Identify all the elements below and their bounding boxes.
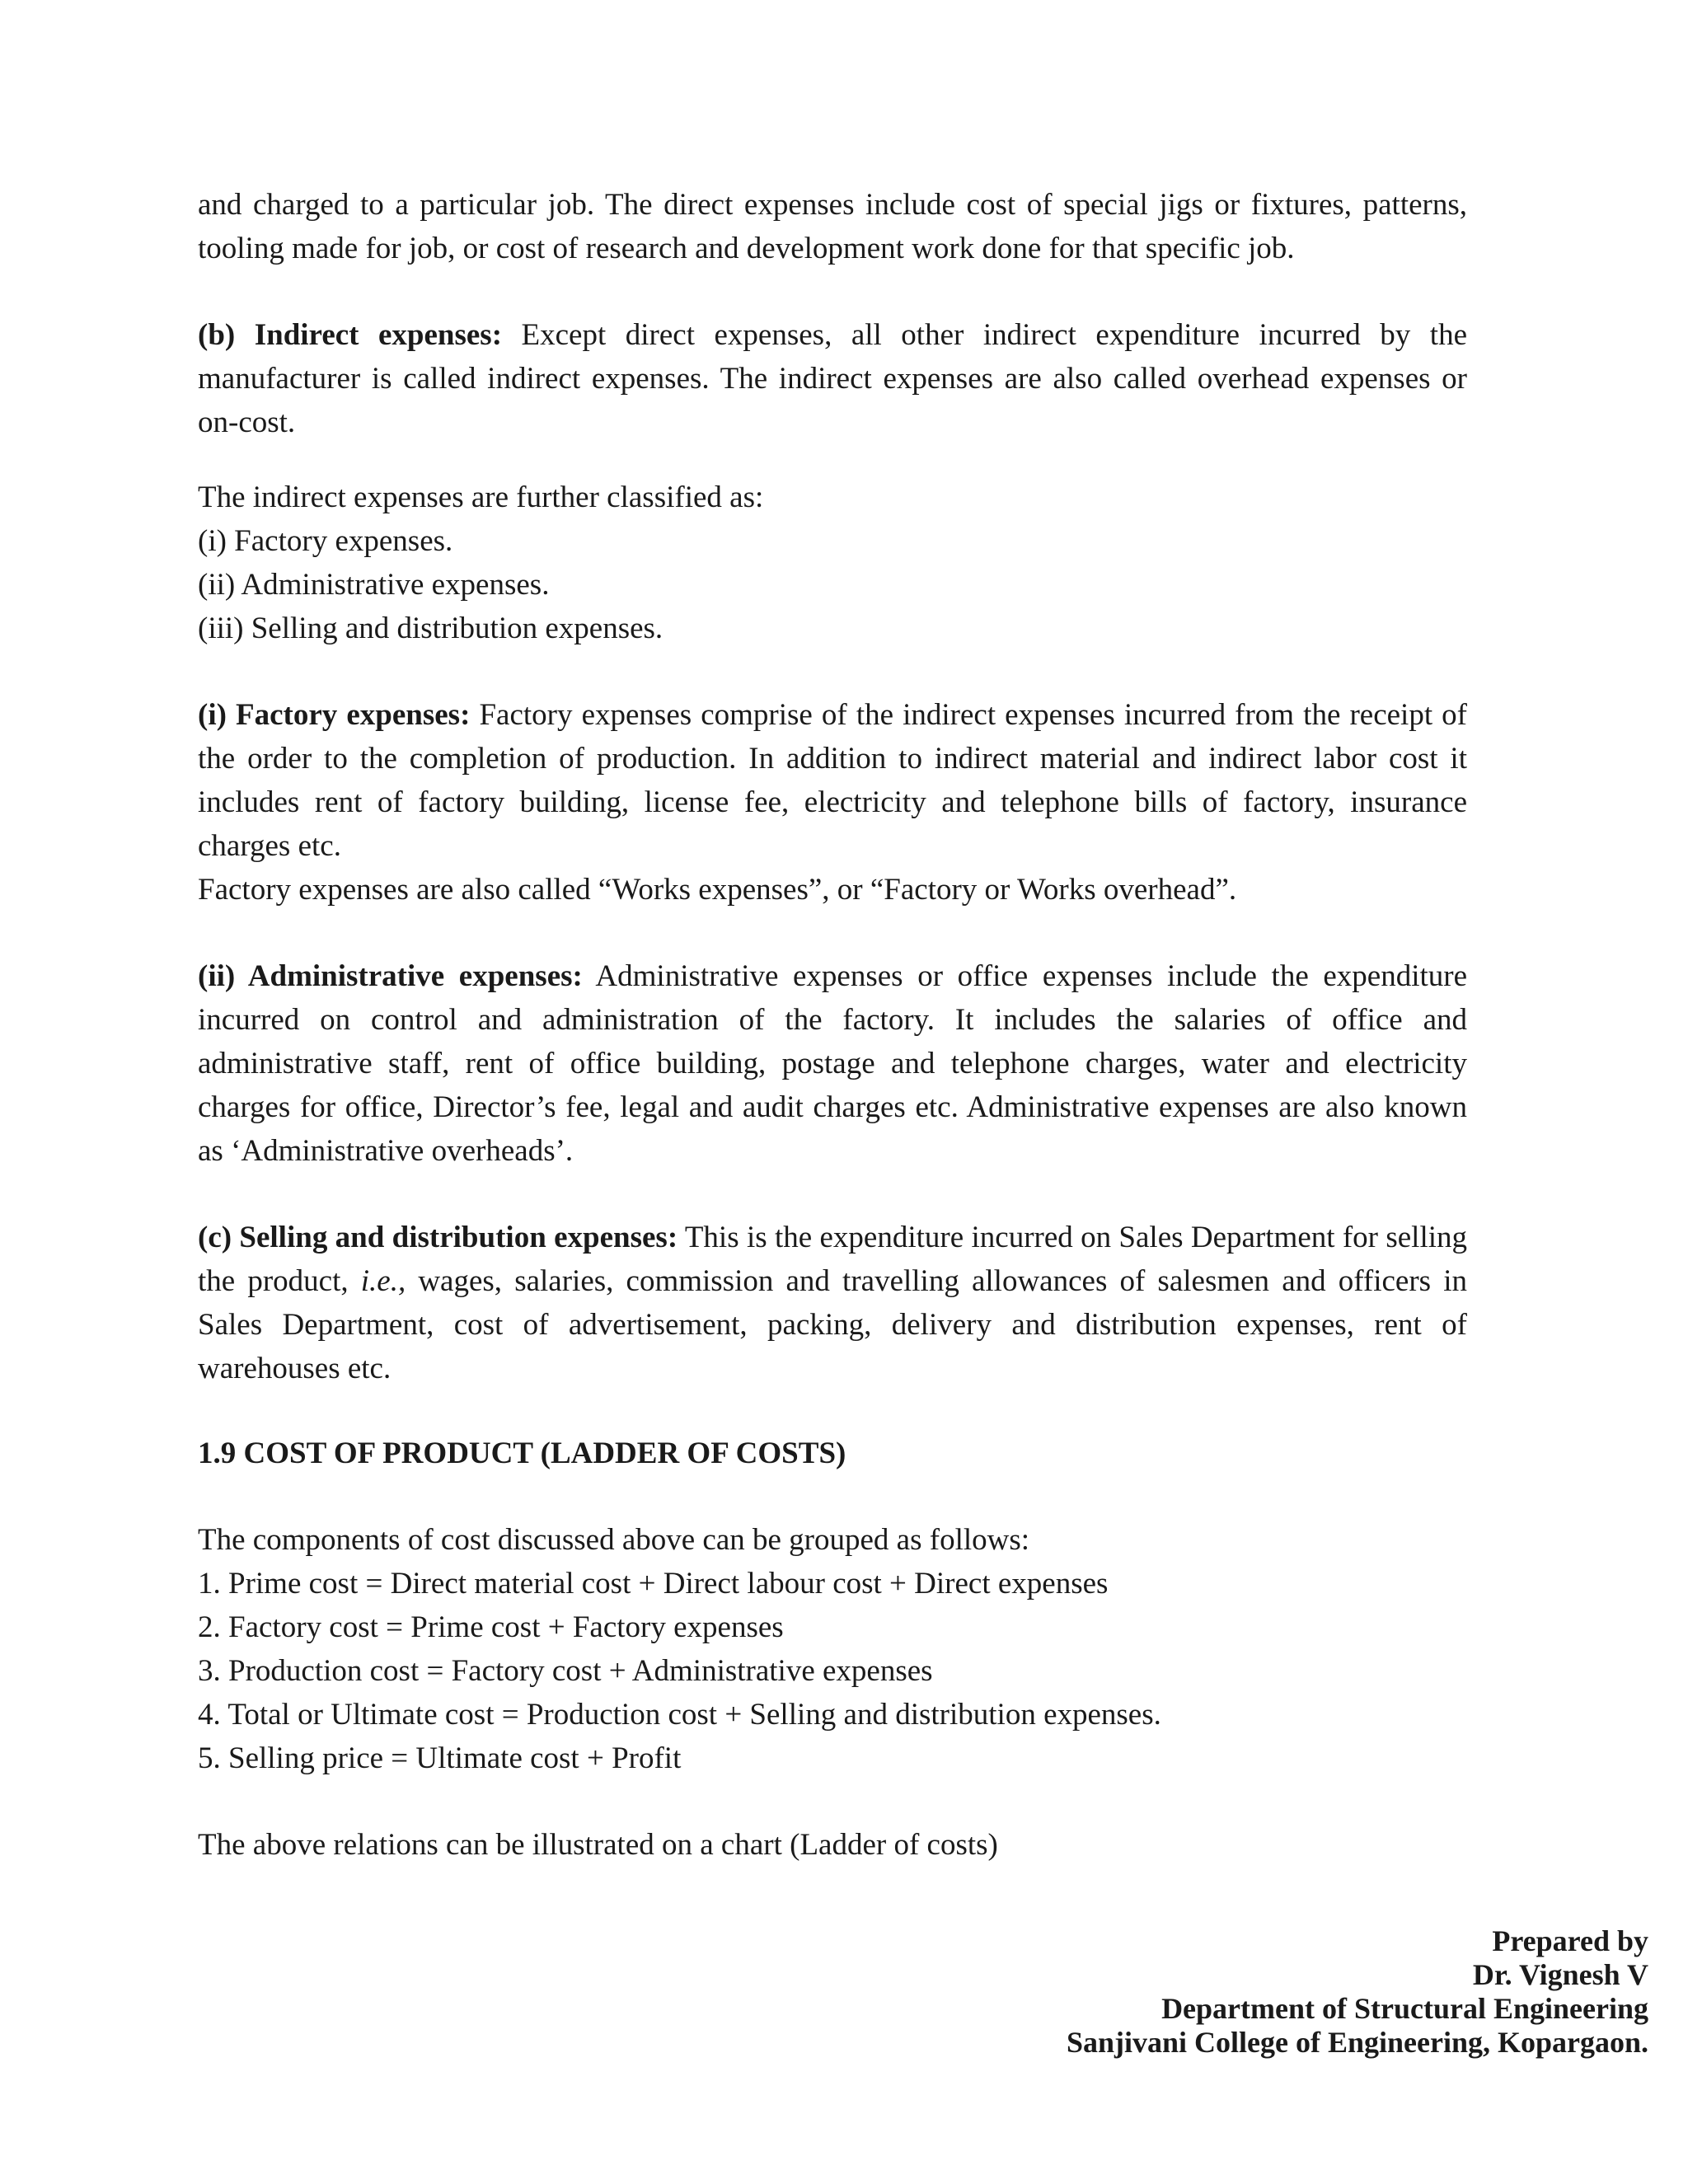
cost-components-intro: The components of cost discussed above can be grouped as follows: bbox=[198, 1523, 1030, 1557]
selling-distribution-label: (c) Selling and distribution expenses: bbox=[198, 1221, 678, 1254]
cost-formula-item: 1. Prime cost = Direct material cost + Direct labour cost + Direct expenses bbox=[198, 1567, 1109, 1601]
cost-formula-item: 3. Production cost = Factory cost + Administrative expenses bbox=[198, 1654, 933, 1688]
selling-distribution-text-cont: wages, salaries, commission and travelling allowances of salesmen and officers in Sales Department, cost of advertisement, packing, delivery and distribution expenses, rent of warehouses etc. bbox=[198, 1264, 1467, 1385]
selling-distribution-ie: i.e., bbox=[360, 1264, 406, 1298]
cost-formula-item: 2. Factory cost = Prime cost + Factory expenses bbox=[198, 1610, 784, 1644]
cost-components-block bbox=[198, 1518, 1467, 1780]
factory-expenses-note: Factory expenses are also called “Works expenses”, or “Factory or Works overhead”. bbox=[198, 873, 1237, 907]
classification-item: (iii) Selling and distribution expenses. bbox=[198, 612, 663, 645]
indirect-expenses-paragraph bbox=[198, 313, 1467, 444]
prepared-by-label: Prepared by bbox=[1492, 1924, 1648, 1957]
administrative-expenses-label: (ii) Administrative expenses: bbox=[198, 959, 583, 993]
classification-item: (ii) Administrative expenses. bbox=[198, 568, 550, 602]
cost-formula-item: 4. Total or Ultimate cost = Production cost + Selling and distribution expenses. bbox=[198, 1698, 1161, 1732]
classification-item: (i) Factory expenses. bbox=[198, 524, 453, 558]
document-body bbox=[198, 183, 1467, 1867]
indirect-expenses-text: Except direct expenses, all other indirect expenditure incurred by the manufacturer is called indirect expenses. The indirect expenses are also called overhead expenses or on-cost. bbox=[198, 318, 1467, 439]
classification-block bbox=[198, 476, 1467, 650]
cost-formula-item: 5. Selling price = Ultimate cost + Profit bbox=[198, 1741, 682, 1775]
college-name: Sanjivani College of Engineering, Kopargaon. bbox=[1066, 2026, 1648, 2059]
administrative-expenses-text: Administrative expenses or office expenses include the expenditure incurred on control and administration of the factory. It includes the salaries of office and administrative staff, rent of office building, postage and telephone charges, water and electricity charges for office, Director’s fee, legal and audit charges etc. Administrative expenses are also known as ‘Administrative overheads’. bbox=[198, 959, 1467, 1168]
factory-expenses-text: Factory expenses comprise of the indirect expenses incurred from the receipt of the order to the completion of production. In addition to indirect material and indirect labor cost it includes rent of factory building, license fee, electricity and telephone bills of factory, insurance charges etc. bbox=[198, 698, 1467, 863]
administrative-expenses-paragraph bbox=[198, 954, 1467, 1173]
author-footer bbox=[1067, 1924, 1648, 2060]
department-name: Department of Structural Engineering bbox=[1161, 1992, 1648, 2025]
direct-expenses-continuation: and charged to a particular job. The direct expenses include cost of special jigs or fixtures, patterns, tooling made for job, or cost of research and development work done for that specific job. bbox=[198, 188, 1467, 265]
factory-expenses-paragraph bbox=[198, 693, 1467, 868]
indirect-expenses-label: (b) Indirect expenses: bbox=[198, 318, 503, 352]
factory-expenses-label: (i) Factory expenses: bbox=[198, 698, 471, 732]
ladder-closing-text: The above relations can be illustrated on a chart (Ladder of costs) bbox=[198, 1828, 998, 1862]
section-heading: 1.9 COST OF PRODUCT (LADDER OF COSTS) bbox=[198, 1436, 846, 1470]
selling-distribution-text: This is the expenditure incurred on Sales Department for selling the product, bbox=[198, 1221, 1467, 1298]
selling-distribution-paragraph bbox=[198, 1216, 1467, 1390]
classification-intro: The indirect expenses are further classified as: bbox=[198, 480, 764, 514]
author-name: Dr. Vignesh V bbox=[1472, 1958, 1648, 1991]
